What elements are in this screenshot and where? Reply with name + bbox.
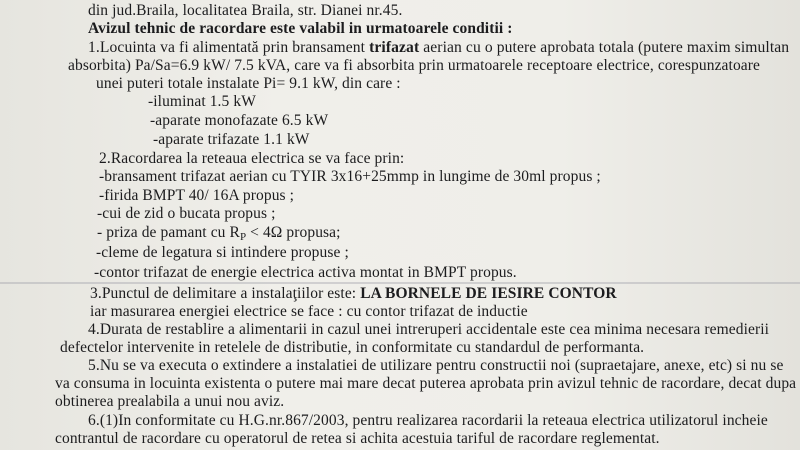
- conditions-heading: Avizul tehnic de racordare este valabil in urmatoarele conditii :: [88, 20, 513, 37]
- condition-1-text-cont: aerian cu o putere aprobata totala (putere maxim simultan: [419, 39, 790, 56]
- consumer-item: -aparate trifazate 1.1 kW: [153, 131, 310, 148]
- condition-4-line-2: defectelor intervenite in retelele de distributie, in conformitate cu standardul de performanta.: [60, 339, 645, 356]
- condition-1-line-2: absorbita) Pa/Sa=6.9 kW/ 7.5 kVA, care va fi absorbita prin urmatoarele receptoare electrice, corespunzatoare: [68, 57, 761, 74]
- condition-4-line-1: 4.Durata de restablire a alimentarii in cazul unei intreruperi accidentale este cea minima necesara remedierii: [88, 321, 770, 338]
- consumer-item: -iluminat 1.5 kW: [148, 93, 256, 110]
- condition-1-bold: trifazat: [369, 39, 420, 56]
- condition-3-bold: LA BORNELE DE IESIRE CONTOR: [360, 285, 617, 302]
- paper-fold-line: [0, 282, 800, 284]
- condition-5-line-2: va consuma in locuinta existenta o putere mai mare decat puterea aprobata prin avizul tehnic de racordare, decat dupa: [55, 375, 797, 392]
- condition-3-line-1: [90, 285, 617, 303]
- condition-3-line-2: iar masurarea energiei electrice se face : cu contor trifazat de inductie: [90, 303, 528, 320]
- condition-1-line-3: unei puteri totale instalate Pi= 9.1 kW, din care :: [96, 75, 401, 92]
- condition-5-line-1: 5.Nu se va executa o extindere a instalatiei de utilizare pentru constructii noi (supraetajare, anexe, etc) si nu se: [88, 357, 784, 374]
- connection-item: [97, 224, 341, 243]
- ground-text: - priza de pamant cu R: [97, 224, 240, 241]
- ground-text-cont: < 4Ω propusa;: [246, 224, 341, 241]
- condition-1-text: 1.Locuinta va fi alimentată prin bransament: [88, 39, 370, 56]
- ground-subscript: P: [239, 231, 247, 243]
- condition-6-line-2: contrantul de racordare cu operatorul de retea si achita acestuia tariful de racordare reglementat.: [55, 430, 660, 447]
- condition-1-line-1: [88, 39, 789, 57]
- connection-item: -contor trifazat de energie electrica activa montat in BMPT propus.: [94, 264, 517, 281]
- connection-item: -cui de zid o bucata propus ;: [97, 205, 276, 222]
- condition-2-title: 2.Racordarea la reteaua electrica se va face prin:: [99, 150, 405, 167]
- condition-3-text: 3.Punctul de delimitare a instalaţiilor este:: [90, 285, 361, 302]
- condition-6-line-1: 6.(1)In conformitate cu H.G.nr.867/2003, pentru realizarea racordarii la reteaua electrica utilizatorul incheie: [88, 412, 768, 429]
- consumer-item: -aparate monofazate 6.5 kW: [150, 112, 329, 129]
- address-line: din jud.Braila, localitatea Braila, str. Dianei nr.45.: [88, 2, 403, 19]
- connection-item: -cleme de legatura si intindere propuse ;: [96, 244, 349, 261]
- connection-item: -firida BMPT 40/ 16A propus ;: [99, 187, 295, 204]
- connection-item: -bransament trifazat aerian cu TYIR 3x16+25mmp in lungime de 30ml propus ;: [99, 168, 601, 185]
- condition-5-line-3: obtinerea prealabila a unui nou aviz.: [55, 393, 285, 410]
